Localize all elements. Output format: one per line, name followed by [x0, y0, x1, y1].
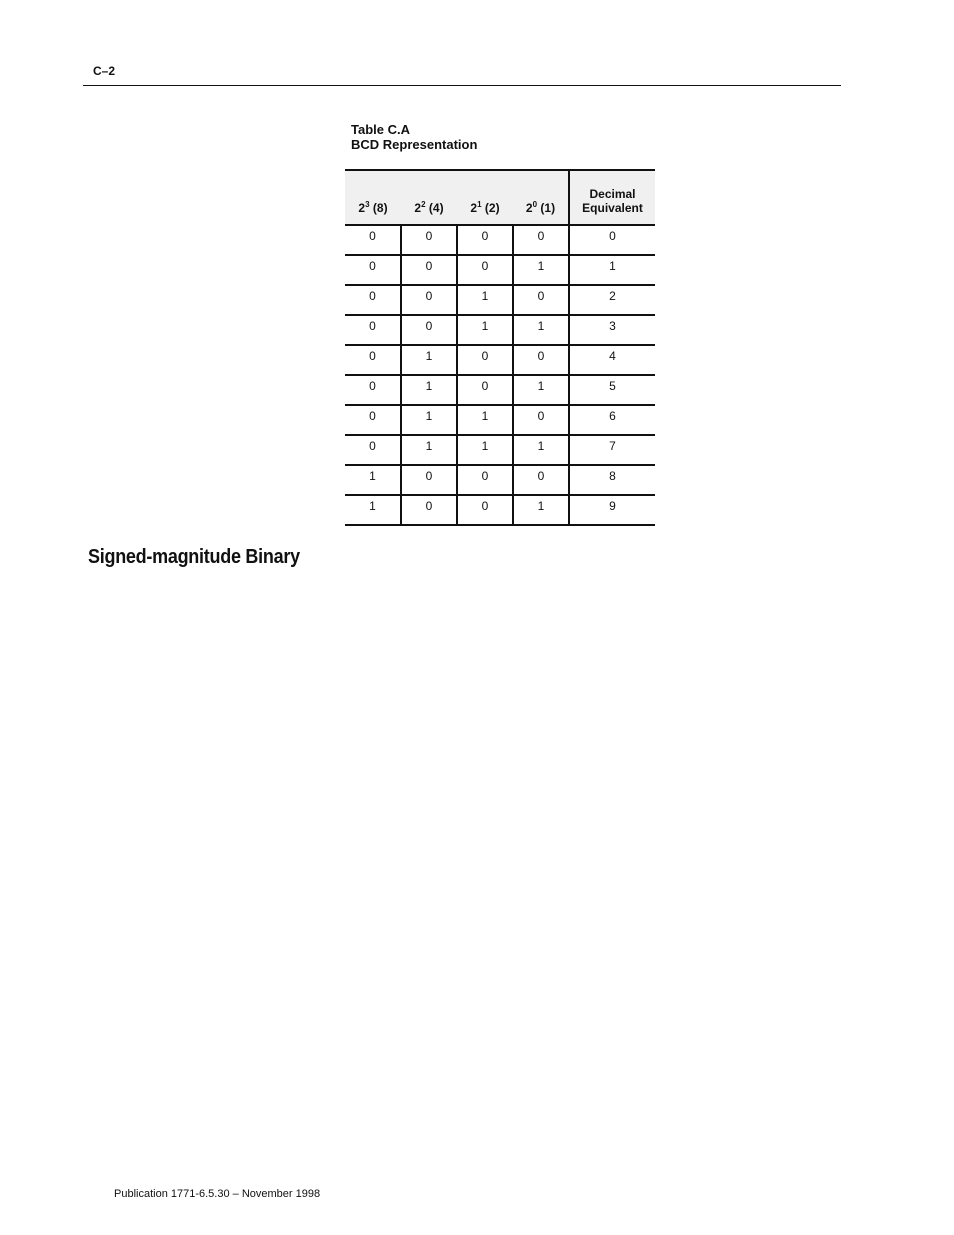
- table-row: [345, 435, 655, 465]
- bit-cell: 1: [457, 435, 513, 465]
- bit-cell: 0: [513, 225, 569, 255]
- column-header-2: $2^1$ (2): [457, 170, 513, 225]
- bit-cell: 1: [513, 315, 569, 345]
- bit-cell: 1: [345, 495, 401, 525]
- bit-cell: 1: [401, 435, 457, 465]
- bit-cell: 0: [345, 345, 401, 375]
- table-header-row: [345, 170, 655, 225]
- bit-cell: 1: [401, 405, 457, 435]
- table-caption: [351, 122, 477, 152]
- bit-cell: 0: [345, 375, 401, 405]
- section-heading: Signed-magnitude Binary: [88, 546, 300, 568]
- table-row: [345, 225, 655, 255]
- bit-cell: 0: [457, 255, 513, 285]
- bit-cell: 0: [457, 495, 513, 525]
- bit-cell: 0: [457, 375, 513, 405]
- bit-cell: 0: [513, 285, 569, 315]
- bit-cell: 0: [457, 465, 513, 495]
- column-header-1: $2^0$ (1): [513, 170, 569, 225]
- bit-cell: 0: [345, 285, 401, 315]
- bit-cell: 0: [401, 465, 457, 495]
- bit-cell: 0: [513, 405, 569, 435]
- table-row: [345, 315, 655, 345]
- table-row: [345, 285, 655, 315]
- bit-cell: 0: [401, 255, 457, 285]
- footer-publication: Publication 1771-6.5.30 – November 1998: [114, 1188, 321, 1200]
- bit-cell: 1: [513, 255, 569, 285]
- bit-cell: 0: [513, 345, 569, 375]
- bit-cell: 1: [401, 375, 457, 405]
- bit-cell: 1: [401, 345, 457, 375]
- bit-cell: 1: [513, 495, 569, 525]
- decimal-cell: 8: [569, 465, 655, 495]
- bit-cell: 0: [345, 405, 401, 435]
- decimal-cell: 1: [569, 255, 655, 285]
- table-row: [345, 345, 655, 375]
- decimal-cell: 6: [569, 405, 655, 435]
- bit-cell: 1: [345, 465, 401, 495]
- bit-cell: 0: [401, 315, 457, 345]
- bcd-table: [345, 169, 655, 526]
- bit-cell: 0: [457, 345, 513, 375]
- bit-cell: 1: [513, 375, 569, 405]
- bit-cell: 0: [345, 255, 401, 285]
- bit-cell: 0: [345, 225, 401, 255]
- header-rule: [83, 85, 841, 86]
- bit-cell: 1: [457, 405, 513, 435]
- table-row: [345, 465, 655, 495]
- decimal-cell: 2: [569, 285, 655, 315]
- decimal-cell: 9: [569, 495, 655, 525]
- column-header-8: $2^3$ (8): [345, 170, 401, 225]
- decimal-cell: 3: [569, 315, 655, 345]
- bit-cell: 0: [345, 315, 401, 345]
- bit-cell: 0: [513, 465, 569, 495]
- table-row: [345, 375, 655, 405]
- table-row: [345, 255, 655, 285]
- table-row: [345, 495, 655, 525]
- table-caption-title: BCD Representation: [351, 137, 478, 152]
- table-body: [345, 225, 655, 525]
- bit-cell: 1: [457, 315, 513, 345]
- page-number: C–2: [93, 64, 116, 78]
- bit-cell: 0: [401, 495, 457, 525]
- table-caption-number: Table C.A: [351, 122, 410, 137]
- bit-cell: 0: [345, 435, 401, 465]
- column-header-decimal: Decimal Equivalent: [569, 170, 655, 225]
- bit-cell: 0: [401, 285, 457, 315]
- bit-cell: 0: [457, 225, 513, 255]
- bit-cell: 0: [401, 225, 457, 255]
- decimal-cell: 7: [569, 435, 655, 465]
- bit-cell: 1: [457, 285, 513, 315]
- column-header-4: $2^2$ (4): [401, 170, 457, 225]
- table-row: [345, 405, 655, 435]
- decimal-cell: 0: [569, 225, 655, 255]
- bit-cell: 1: [513, 435, 569, 465]
- decimal-cell: 5: [569, 375, 655, 405]
- decimal-cell: 4: [569, 345, 655, 375]
